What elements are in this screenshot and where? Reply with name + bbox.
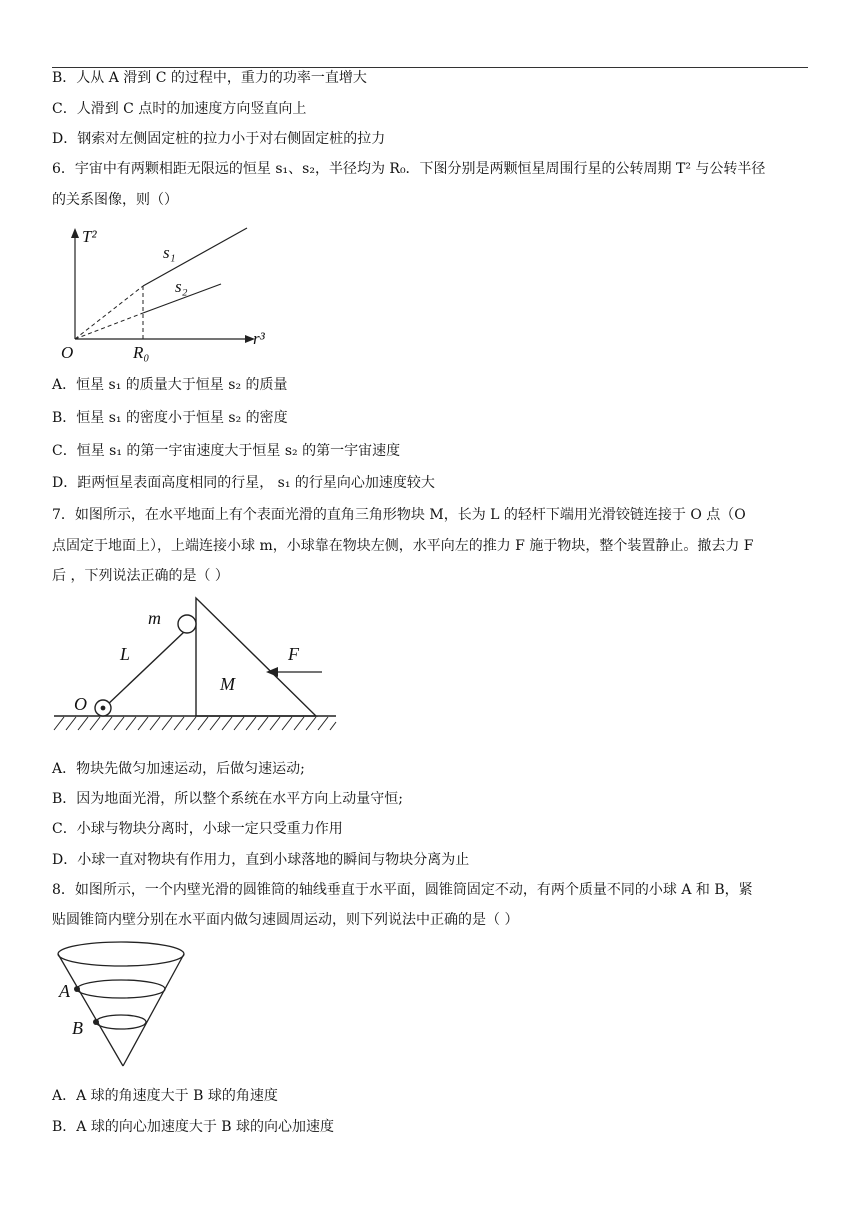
q6-graph [55,222,280,367]
q6-line1-label: s₁ [163,243,176,262]
q7-label-mass: M [220,674,235,694]
q7-label-m: m [148,608,161,628]
q6-option-c: C．恒星 s₁ 的第一宇宙速度大于恒星 s₂ 的第一宇宙速度 [52,443,401,459]
q6-y-label: T² [82,227,97,246]
q8-orbit-a [77,980,165,998]
q6-option-d: D．距两恒星表面高度相同的行星， s₁ 的行星向心加速度较大 [52,475,435,491]
q7-rod [105,632,184,707]
q5-option-d: D．钢索对左侧固定桩的拉力小于对右侧固定桩的拉力 [52,131,386,147]
q8-label-a: A [59,981,70,1001]
q7-option-a: A．物块先做匀加速运动，后做匀速运动; [52,761,305,777]
q6-stem-line2: 的关系图像，则（） [52,192,178,208]
q8-option-b: B．A 球的向心加速度大于 B 球的向心加速度 [52,1119,335,1135]
q7-stem-line2: 点固定于地面上），上端连接小球 m，小球靠在物块左侧，水平向左的推力 F 施于物块，整个装置静止。撤去力 F [52,538,754,554]
q6-line2-label: s₂ [175,277,188,296]
q7-hinge-dot [101,706,106,711]
q8-ball-a [74,986,80,992]
q7-label-l: L [120,644,131,664]
q8-cone-left-edge [58,954,123,1066]
q8-stem-line2: 贴圆锥筒内壁分别在水平面内做匀速圆周运动，则下列说法中正确的是（ ） [52,912,519,928]
q7-option-b: B．因为地面光滑，所以整个系统在水平方向上动量守恒; [52,791,404,807]
q6-line1-dashed [75,286,143,339]
q7-ball [178,615,196,633]
q6-line1 [143,228,247,286]
q8-ball-b [93,1019,99,1025]
q6-option-a: A．恒星 s₁ 的质量大于恒星 s₂ 的质量 [52,377,288,393]
q6-option-b: B．恒星 s₁ 的密度小于恒星 s₂ 的密度 [52,410,288,426]
q8-cone-rim [58,942,184,966]
q6-line2-dashed [75,313,143,339]
q5-option-b: B．人从 A 滑到 C 的过程中，重力的功率一直增大 [52,70,367,86]
q5-option-c: C．人滑到 C 点时的加速度方向竖直向上 [52,101,307,117]
q7-label-f: F [288,644,299,664]
q6-origin-label: O [61,343,74,362]
q8-cone-figure [50,940,200,1072]
q8-stem-line1: 8．如图所示，一个内壁光滑的圆锥筒的轴线垂直于水平面，圆锥筒固定不动，有两个质量不同的小球 A 和 B，紧 [52,882,753,898]
q7-label-o: O [74,694,87,714]
q8-option-a: A．A 球的角速度大于 B 球的角速度 [52,1088,278,1104]
q7-option-d: D．小球一直对物块有作用力，直到小球落地的瞬间与物块分离为止 [52,852,470,868]
q8-orbit-b [96,1015,146,1029]
q7-stem-line3: 后 ，下列说法正确的是（ ） [52,568,229,584]
q7-option-c: C．小球与物块分离时，小球一定只受重力作用 [52,821,343,837]
q7-stem-line1: 7．如图所示，在水平地面上有个表面光滑的直角三角形物块 M，长为 L 的轻杆下端用光滑铰链连接于 O 点（O [52,507,746,523]
q7-figure [50,596,345,741]
q6-tick-label: R₀ [133,343,150,362]
q8-cone-right-edge [123,954,184,1066]
q6-x-label: r³ [253,329,265,348]
q6-y-arrow [71,228,79,238]
q7-ground-hatch [54,717,336,730]
q6-stem-line1: 6．宇宙中有两颗相距无限远的恒星 s₁、s₂，半径均为 R₀．下图分别是两颗恒星周围行星的公转周期 T² 与公转半径 [52,161,766,177]
q8-label-b: B [72,1018,83,1038]
